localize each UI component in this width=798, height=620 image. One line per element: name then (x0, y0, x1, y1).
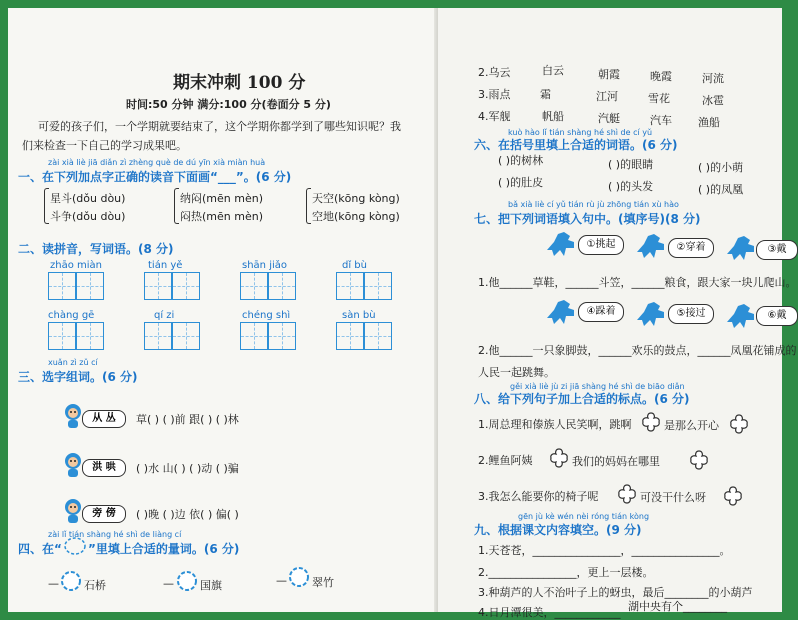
word-option-1: ①挑起 (578, 235, 624, 255)
q2-label: 二、读拼音，写词语。(8 分) (18, 242, 174, 256)
q1-r1-c2: 纳闷(mēn mèn) (180, 192, 263, 205)
q8-s3a: 3.我怎么能要你的椅子呢 (478, 490, 599, 503)
right-page (438, 8, 797, 619)
r-row2-w5: 河流 (702, 72, 724, 85)
word-option-3: ③戴 (756, 240, 798, 260)
monkey-icon (62, 452, 84, 478)
flower-blank-icon[interactable] (548, 447, 570, 469)
q8-s1b: 是那么开心 (664, 419, 719, 432)
r-row3-w4: 雪花 (648, 92, 670, 105)
q6-r1-c3[interactable]: ( )的小萌 (698, 161, 744, 174)
q2-py-3: shān jiǎo (242, 260, 287, 271)
q6-r2-c1[interactable]: ( )的肚皮 (498, 176, 544, 189)
r-row2-w3: 朝霞 (598, 68, 620, 81)
q2-grid-3[interactable] (240, 272, 296, 300)
q4-item-1: 石桥 (84, 579, 106, 592)
q4-item-3: 翠竹 (312, 576, 334, 589)
word-option-5: ⑤接过 (668, 304, 714, 324)
q1-r2-c2: 闷热(mēn mèn) (180, 210, 263, 223)
r-row4-w4: 汽车 (650, 114, 672, 127)
q4-label-a: 四、在“ (18, 542, 62, 556)
q8-label: 八、给下列句子加上合适的标点。(6 分) (474, 392, 690, 406)
flower-blank-icon[interactable] (640, 411, 662, 433)
q7-sentence-2b: 人民一起跳舞。 (478, 366, 555, 379)
r-row3-w1: 3.雨点 (478, 88, 511, 101)
q2-py-2: tián yě (148, 260, 183, 271)
q8-s2a: 2.鲤鱼阿姨 (478, 454, 533, 467)
q9-pinyin: gēn jù kè wén nèi róng tián kòng (518, 512, 650, 521)
q6-r2-c2[interactable]: ( )的头发 (608, 180, 654, 193)
intro-line-1: 可爱的孩子们，一个学期就要结束了，这个学期你都学到了哪些知识呢？我 (38, 120, 401, 133)
horse-icon (634, 230, 668, 262)
q3-pinyin: xuǎn zì zǔ cí (48, 358, 98, 367)
q9-line-1: 1.天苍苍，________________，________________。 (478, 544, 731, 557)
flower-blank-icon[interactable] (728, 413, 750, 435)
exam-meta: 时间:50 分钟 满分:100 分(卷面分 5 分) (126, 98, 331, 111)
r-row4-w5: 渔船 (698, 116, 720, 129)
left-page: 期末冲刺 100 分 时间:50 分钟 满分:100 分(卷面分 5 分) 可爱的孩子们，一个学期就要结束了，这个学期你都学到了哪些知识呢？我 们来检查一下自己的学习成果吧。 zài xià liè jiā diǎn zì zhèng què de dú yīn xià miàn huà 一、在下列加点字正确的读音下面画“___”。(6 分) 星斗(dǒu dòu) 纳闷(mēn mèn) 天空(kōng kòng) 斗争(dǒu dòu) 闷热(mēn mèn) 空地(kōng kòng) 二、读拼音，写词语。(8 分) zhāo miàn tián yě shān jiǎo dǐ bù chàng gē qí zi chéng shì sàn bù xuǎn zì zǔ cí 三、选字组词。(6 分) 从 丛 草( ) ( )前 跟( ) ( )林 洪 哄 ( )水 山( ) ( )动 ( )骗 旁 傍 ( )晚 ( )边 依( ) 偏( ) zài lǐ tián shàng hé shì de liàng cí 四、在“ ”里填上合适的量词。(6 分) — 石桥 — 国旗 — 翠竹 (8, 8, 438, 612)
r-row2-w1: 2.乌云 (478, 66, 511, 79)
word-option-4: ④跺着 (578, 302, 624, 322)
q1-r2-c1: 斗争(dǒu dòu) (50, 210, 126, 223)
q9-line-2: 2.________________，更上一层楼。 (478, 566, 654, 579)
q2-py-8: sàn bù (342, 310, 376, 321)
q2-py-4: dǐ bù (342, 260, 367, 271)
q2-py-5: chàng gē (48, 310, 95, 321)
brace-3 (306, 188, 311, 224)
q6-r1-c1[interactable]: ( )的树林 (498, 154, 544, 167)
q7-label: 七、把下列词语填入句中。(填序号)(8 分) (474, 212, 701, 226)
q4-pinyin: zài lǐ tián shàng hé shì de liàng cí (48, 530, 182, 539)
q2-py-1: zhāo miàn (50, 260, 102, 271)
q2-py-7: chéng shì (242, 310, 291, 321)
brace-2 (174, 188, 179, 224)
q8-s2b: 我们的妈妈在哪里 (572, 455, 660, 468)
flower-blank-icon[interactable] (688, 449, 710, 471)
r-row3-w5: 冰雹 (702, 94, 724, 107)
q3-row-3: ( )晚 ( )边 依( ) 偏( ) (136, 508, 239, 521)
q3-label: 三、选字组词。(6 分) (18, 370, 138, 384)
horse-icon (544, 228, 578, 260)
q2-grid-5[interactable] (48, 322, 104, 350)
q2-py-6: qí zi (154, 310, 175, 321)
page-title: 期末冲刺 100 分 (173, 73, 306, 93)
horse-icon (724, 300, 758, 332)
q2-grid-7[interactable] (240, 322, 296, 350)
q1-label: 一、在下列加点字正确的读音下面画“___”。(6 分) (18, 170, 292, 184)
flower-icon[interactable] (288, 566, 310, 588)
q9-line-4: 4.日月潭很美，____________ (478, 606, 621, 619)
r-row2-w2: 白云 (542, 64, 564, 77)
q7-pinyin: bǎ xià liè cí yǔ tián rù jù zhōng tián xù hào (508, 200, 679, 209)
flower-blank-icon[interactable] (616, 483, 638, 505)
q3-row-1: 草( ) ( )前 跟( ) ( )林 (136, 413, 239, 426)
q8-pinyin: gěi xià liè jù zi jiā shàng hé shì de biāo diǎn (510, 382, 685, 391)
horse-icon (724, 232, 758, 264)
r-row3-w3: 江河 (596, 90, 618, 103)
q6-label: 六、在括号里填上合适的词语。(6 分) (474, 138, 678, 152)
r-row2-w4: 晚霞 (650, 70, 672, 83)
brace-1 (44, 188, 49, 224)
q1-r2-c3: 空地(kōng kòng) (312, 210, 400, 223)
flower-icon[interactable] (60, 570, 82, 592)
q7-sentence-1: 1.他______草鞋，______斗笠，______粮食，跟大家一块儿爬山。 (478, 276, 797, 289)
q1-r1-c3: 天空(kōng kòng) (312, 192, 400, 205)
r-row3-w2: 霜 (540, 88, 551, 101)
horse-icon (634, 298, 668, 330)
word-option-6: ⑥戴 (756, 306, 798, 326)
q9-label: 九、根据课文内容填空。(9 分) (474, 523, 642, 537)
horse-icon (544, 296, 578, 328)
q2-grid-6[interactable] (144, 322, 200, 350)
q8-s1a: 1.周总理和傣族人民笑啊，跳啊 (478, 418, 632, 431)
intro-line-2: 们来检查一下自己的学习成果吧。 (22, 139, 187, 152)
q1-pinyin: zài xià liè jiā diǎn zì zhèng què de dú yīn xià miàn huà (48, 158, 266, 167)
q2-grid-8[interactable] (336, 322, 392, 350)
monkey-icon (62, 403, 84, 429)
photo-frame (8, 8, 797, 619)
pair-badge-2: 洪 哄 (82, 459, 126, 477)
flower-blank-icon[interactable] (722, 485, 744, 507)
q8-s3b: 可没干什么呀 (640, 491, 706, 504)
flower-frame-icon (64, 537, 86, 555)
q4-label-b: ”里填上合适的量词。(6 分) (88, 542, 240, 556)
q7-sentence-2: 2.他______一只象脚鼓，______欢乐的鼓点，______凤凰花铺成的 (478, 344, 797, 357)
r-row4-w1: 4.军舰 (478, 110, 511, 123)
q6-r2-c3[interactable]: ( )的凤凰 (698, 183, 744, 196)
q4-item-2: 国旗 (200, 579, 222, 592)
monkey-icon (62, 498, 84, 524)
q6-pinyin: kuò hào lǐ tián shàng hé shì de cí yǔ (508, 128, 653, 137)
pair-badge-3: 旁 傍 (82, 505, 126, 523)
q2-grid-4[interactable] (336, 272, 392, 300)
q9-line-3: 3.种葫芦的人不治叶子上的蚜虫，最后________的小葫芦 (478, 586, 753, 599)
q2-grid-1[interactable] (48, 272, 104, 300)
q1-r1-c1: 星斗(dǒu dòu) (50, 192, 126, 205)
q9-line-3b: 湖中央有个________ (628, 600, 727, 613)
pair-badge-1: 从 丛 (82, 410, 126, 428)
q2-grid-2[interactable] (144, 272, 200, 300)
flower-icon[interactable] (176, 570, 198, 592)
r-row4-w3: 汽艇 (598, 112, 620, 125)
word-option-2: ②穿着 (668, 238, 714, 258)
q3-row-2: ( )水 山( ) ( )动 ( )骗 (136, 462, 239, 475)
r-row4-w2: 帆船 (542, 110, 564, 123)
q6-r1-c2[interactable]: ( )的眼睛 (608, 158, 654, 171)
